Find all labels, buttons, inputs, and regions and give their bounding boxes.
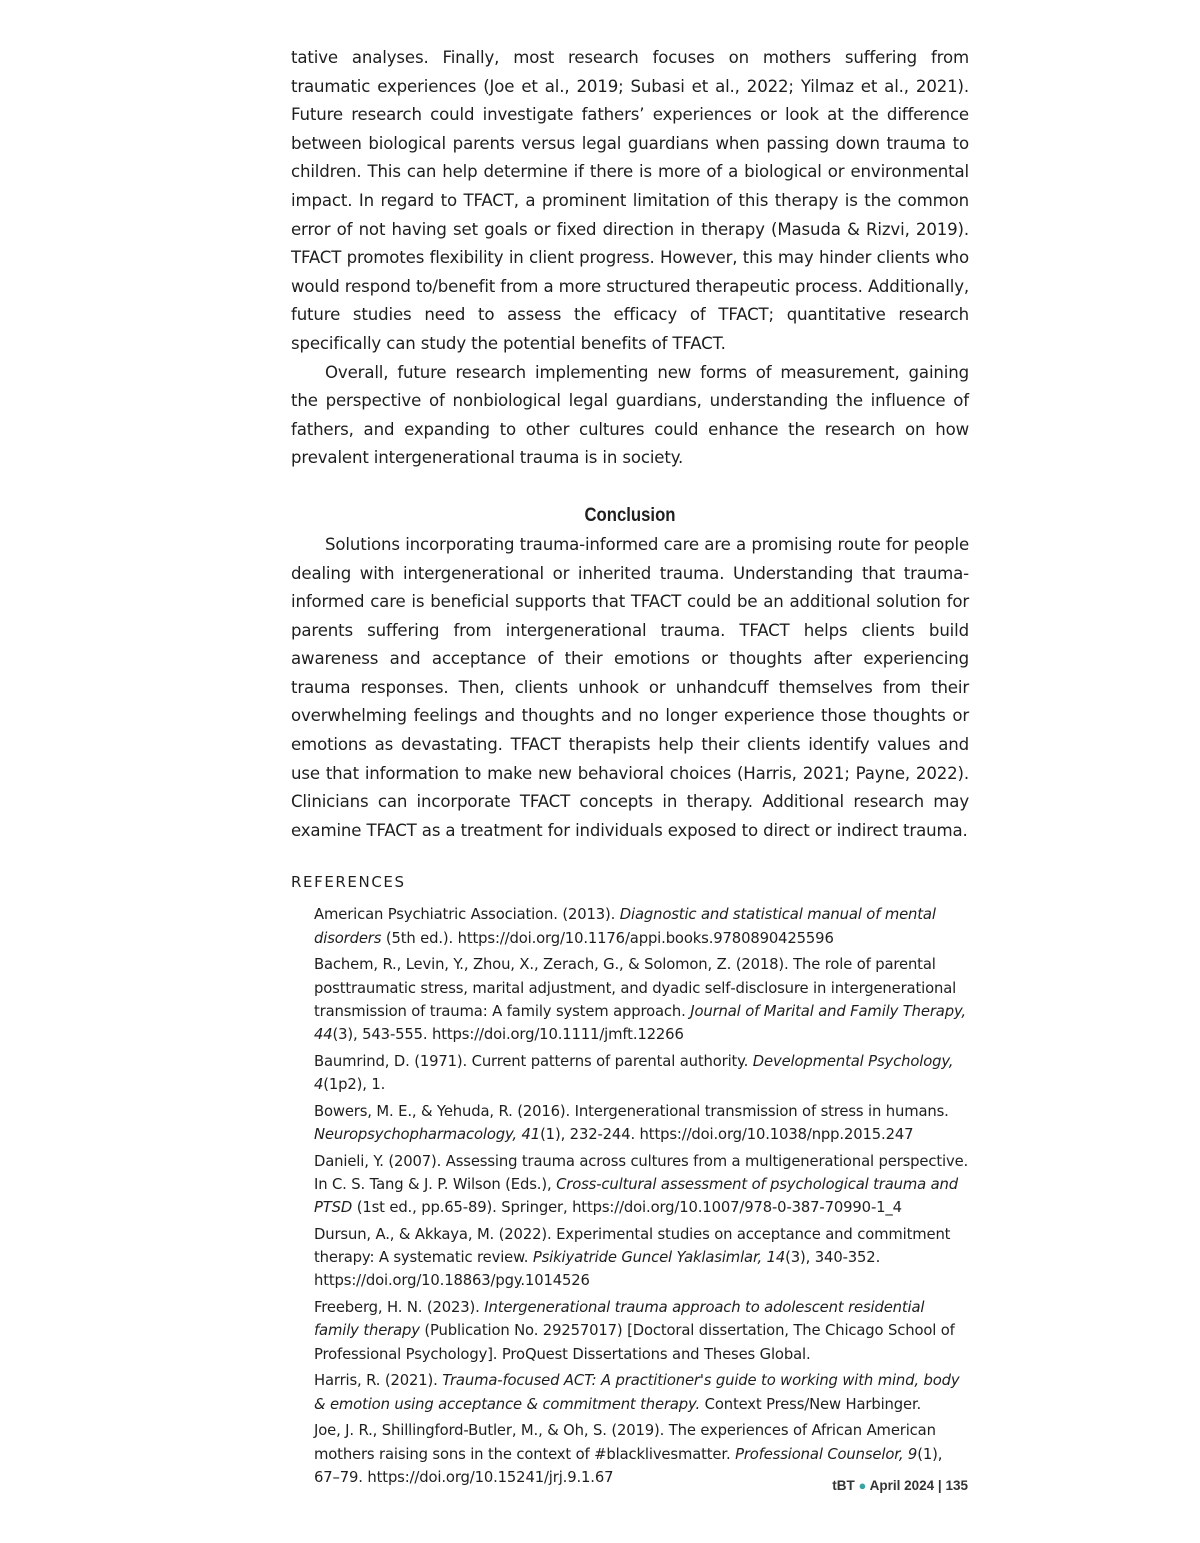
page-number: 135 xyxy=(945,1478,968,1493)
reference-item: Danieli, Y. (2007). Assessing trauma across cultures from a multigenerational perspective. In C. S. Tang & J. P. Wilson (Eds.), Cross-cultural assessment of psychological trauma and PTSD (1st ed., pp.65-89). Springer, https://doi.org/10.1007/978-0-387-70990-1_4 xyxy=(314,1152,969,1217)
journal-name: tBT xyxy=(832,1478,855,1493)
reference-item: Bachem, R., Levin, Y., Zhou, X., Zerach, G., & Solomon, Z. (2018). The role of parental posttraumatic stress, marital adjustment, and dyadic self‐disclosure in intergenerational transmission of trauma: A family system approach. Journal of Marital and Family Therapy, 44(3), 543-555. https://doi.org/10.1111/jmft.12266 xyxy=(314,956,966,1044)
reference-item: Dursun, A., & Akkaya, M. (2022). Experimental studies on acceptance and commitment therapy: A systematic review. Psikiyatride Guncel Yaklasimlar, 14(3), 340-352. https://doi.org/10.18863/pgy.1014526 xyxy=(314,1226,951,1290)
footer-separator: | xyxy=(937,1478,942,1493)
reference-item: Bowers, M. E., & Yehuda, R. (2016). Intergenerational transmission of stress in humans. Neuropsychopharmacology, 41(1), 232-244. https://doi.org/10.1038/npp.2015.247 xyxy=(314,1102,949,1144)
conclusion-paragraph: Solutions incorporating trauma-informed care are a promising route for people dealing with intergenerational or inherited trauma. Understanding that trauma-informed care is beneficial supports that TFACT could be an additional solution for parents suffering from intergenerational trauma. TFACT helps clients build awareness and acceptance of their emotions or thoughts after experiencing trauma responses. Then, clients unhook or unhandcuff themselves from their overwhelming feelings and thoughts and no longer experience those thoughts or emotions as devastating. TFACT therapists help their clients identify values and use that information to make new behavioral choices (Harris, 2021; Payne, 2022). Clinicians can incorporate TFACT concepts in therapy. Additional research may examine TFACT as a treatment for individuals exposed to direct or indirect trauma. xyxy=(291,534,969,840)
page-footer xyxy=(832,1478,968,1493)
issue-date: April 2024 xyxy=(869,1478,935,1493)
bullet-dot-icon: ● xyxy=(858,1478,867,1493)
reference-item: Baumrind, D. (1971). Current patterns of parental authority. Developmental Psychology, 4(1p2), 1. xyxy=(314,1052,954,1094)
conclusion-heading: Conclusion xyxy=(584,504,676,526)
reference-list xyxy=(291,903,969,1489)
body-paragraph-2: Overall, future research implementing new forms of measurement, gaining the perspective of nonbiological legal guardians, understanding the influence of fathers, and expanding to other cultures could enhance the research on how prevalent intergenerational trauma is in society. xyxy=(291,362,969,468)
body-paragraph-1: tative analyses. Finally, most research focuses on mothers suffering from traumatic experiences (Joe et al., 2019; Subasi et al., 2022; Yilmaz et al., 2021). Future research could investigate fathers’ experiences or look at the difference between biological parents versus legal guardians when passing down trauma to children. This can help determine if there is more of a biological or environmental impact. In regard to TFACT, a prominent limitation of this therapy is the common error of not having set goals or fixed direction in therapy (Masuda & Rizvi, 2019). TFACT promotes flexibility in client progress. However, this may hinder clients who would respond to/benefit from a more structured therapeutic process. Additionally, future studies need to assess the efficacy of TFACT; quantitative research specifically can study the potential benefits of TFACT. xyxy=(291,48,969,353)
references-title: REFERENCES xyxy=(291,873,406,892)
reference-item: Harris, R. (2021). Trauma-focused ACT: A practitioner's guide to working with mind, body & emotion using acceptance & commitment therapy. Context Press/New Harbinger. xyxy=(314,1372,960,1413)
reference-item: Joe, J. R., Shillingford-Butler, M., & Oh, S. (2019). The experiences of African American mothers raising sons in the context of #blacklivesmatter. Professional Counselor, 9(1), 67–79. https://doi.org/10.15241/jrj.9.1.67 xyxy=(314,1422,943,1486)
reference-item: Freeberg, H. N. (2023). Intergenerational trauma approach to adolescent residential family therapy (Publication No. 29257017) [Doctoral dissertation, The Chicago School of Professional Psychology]. ProQuest Dissertations and Theses Global. xyxy=(314,1299,955,1363)
reference-item: American Psychiatric Association. (2013). Diagnostic and statistical manual of mental disorders (5th ed.). https://doi.org/10.1176/appi.books.9780890425596 xyxy=(314,906,936,947)
page-content xyxy=(291,44,969,1493)
